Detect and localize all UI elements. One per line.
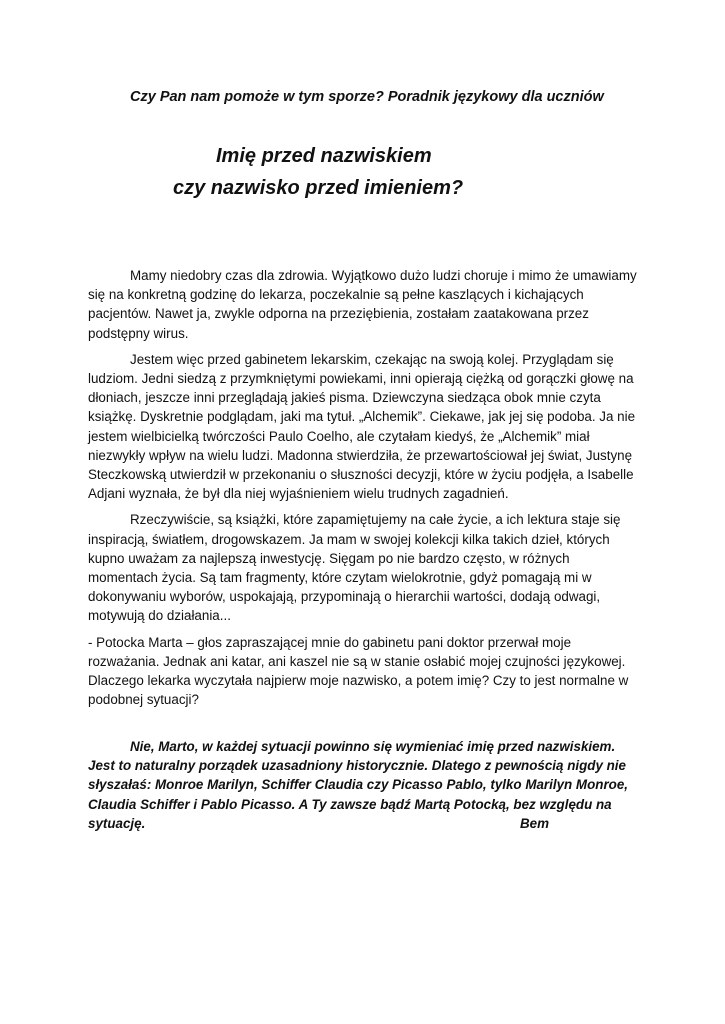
body-paragraph-3: Rzeczywiście, są książki, które zapamiętujemy na całe życie, a ich lektura staje się inspiracją, światłem, drogowskazem. Ja mam w swojej kolekcji kilka takich dzieł, których kupno uważam za najlepszą inwestycję. Sięgam po nie bardzo często, w różnych momentach życia. Są tam fragmenty, które czytam wielokrotnie, gdyż pomagają mi w dokonywaniu wyborów, uspokajają, przypominają o hierarchii wartości, dodają odwagi, motywują do działania...	[88, 512, 621, 624]
article-body	[88, 266, 640, 716]
answer-paragraph: Nie, Marto, w każdej sytuacji powinno się wymieniać imię przed nazwiskiem. Jest to naturalny porządek uzasadniony historycznie. Dlatego z pewnością nigdy nie słyszałaś: Monroe Marilyn, Schiffer Claudia czy Picasso Pablo, tylko Marilyn Monroe, Claudia Schiffer i Pablo Picasso. A Ty zawsze bądź Martą Potocką, bez względu na sytuację.	[88, 739, 629, 831]
author-signature: Bem	[520, 816, 550, 831]
body-paragraph-4: - Potocka Marta – głos zapraszającej mnie do gabinetu pani doktor przerwał moje rozważania. Jednak ani katar, ani kaszel nie są w stanie osłabić mojej czujności językowej. Dlaczego lekarka wyczytała najpierw moje nazwisko, a potem imię? Czy to jest normalne w podobnej sytuacji?	[88, 634, 629, 708]
article-title-line-1: Imię przed nazwiskiem	[216, 145, 432, 167]
body-paragraph-2: Jestem więc przed gabinetem lekarskim, czekając na swoją kolej. Przyglądam się ludziom. Jedni siedzą z przymkniętymi powiekami, inni opierają ciężką od gorączki głowę na dłoniach, jeszcze inni przeglądają jakieś pisma. Dziewczyna siedząca obok mnie czyta książkę. Dyskretnie podglądam, jaki ma tytuł. „Alchemik”. Ciekawe, jak jej się podoba. Ja nie jestem wielbicielką twórczości Paulo Coelho, ale czytałam kiedyś, że „Alchemik” miał niezwykły wpływ na wielu ludzi. Madonna stwierdziła, że przewartościował jej świat, Justynę Steczkowską utwierdził w przekonaniu o słuszności decyzji, które w życiu podjęła, a Isabelle Adjani wyznała, że był dla niej wyjaśnieniem wielu trudnych zagadnień.	[88, 351, 636, 502]
body-paragraph-1: Mamy niedobry czas dla zdrowia. Wyjątkowo dużo ludzi choruje i mimo że umawiamy się na konkretną godzinę do lekarza, poczekalnie są pełne kaszlących i kichających pacjentów. Nawet ja, zwykle odporna na przeziębienia, zostałam zaatakowana przez podstępny wirus.	[88, 268, 637, 341]
expert-answer	[88, 737, 644, 833]
article-title-line-2: czy nazwisko przed imieniem?	[173, 177, 464, 199]
column-header: Czy Pan nam pomoże w tym sporze? Poradnik językowy dla uczniów	[130, 89, 604, 105]
